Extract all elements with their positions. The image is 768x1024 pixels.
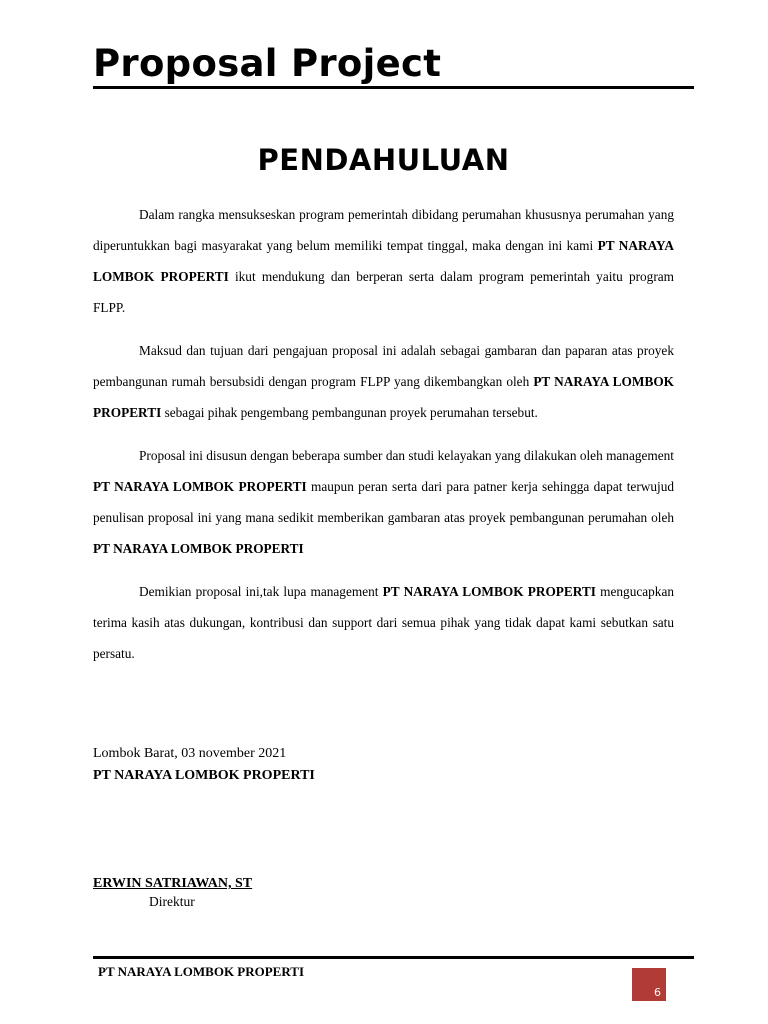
paragraph-text: Dalam rangka mensukseskan program pemerintah dibidang perumahan khususnya perumahan yang diperuntukkan bagi masyarakat yang belum memiliki tempat tinggal, maka dengan ini kami xyxy=(93,207,674,253)
signer-role: Direktur xyxy=(149,894,195,909)
signer-name: ERWIN SATRIAWAN, ST xyxy=(93,876,253,891)
closing-block xyxy=(93,743,315,787)
page-number: 6 xyxy=(654,986,661,999)
footer-rule xyxy=(93,956,694,959)
paragraph-text: Demikian proposal ini,tak lupa management xyxy=(139,584,383,599)
footer-company: PT NARAYA LOMBOK PROPERTI xyxy=(98,964,305,979)
paragraph-text: maupun peran serta dari para patner kerja sehingga dapat terwujud penulisan proposal ini yang mana sedikit memberikan gambaran atas proyek pembangunan perumahan oleh xyxy=(93,479,675,525)
company-name-bold: PT NARAYA LOMBOK PROPERTI xyxy=(382,584,596,599)
document-body xyxy=(93,199,674,681)
title-underline xyxy=(93,86,694,89)
company-name-bold: PT NARAYA LOMBOK PROPERTI xyxy=(93,374,674,420)
signature-block xyxy=(93,875,252,911)
paragraph-intro xyxy=(93,199,674,323)
company-name-bold: PT NARAYA LOMBOK PROPERTI xyxy=(93,541,304,556)
closing-company: PT NARAYA LOMBOK PROPERTI xyxy=(93,768,315,783)
paragraph-text: Proposal ini disusun dengan beberapa sumber dan studi kelayakan yang dilakukan oleh management xyxy=(139,448,674,463)
company-name-bold: PT NARAYA LOMBOK PROPERTI xyxy=(93,238,674,284)
paragraph-closing xyxy=(93,576,674,669)
company-name-bold: PT NARAYA LOMBOK PROPERTI xyxy=(93,479,307,494)
paragraph-text: Maksud dan tujuan dari pengajuan proposal ini adalah sebagai gambaran dan paparan atas proyek pembangunan rumah bersubsidi dengan program FLPP yang dikembangkan oleh xyxy=(93,343,674,389)
place-date: Lombok Barat, 03 november 2021 xyxy=(93,746,287,761)
section-heading: PENDAHULUAN xyxy=(257,143,510,177)
paragraph-text: sebagai pihak pengembang pembangunan proyek perumahan tersebut. xyxy=(161,405,538,420)
paragraph-purpose xyxy=(93,335,674,428)
document-title: Proposal Project xyxy=(93,42,442,85)
paragraph-sources xyxy=(93,440,674,564)
paragraph-text: ikut mendukung dan berperan serta dalam program pemerintah yaitu program FLPP. xyxy=(93,269,674,315)
paragraph-text: mengucapkan terima kasih atas dukungan, kontribusi dan support dari semua pihak yang tidak dapat kami sebutkan satu persatu. xyxy=(93,584,675,661)
page-number-box xyxy=(632,968,666,1001)
